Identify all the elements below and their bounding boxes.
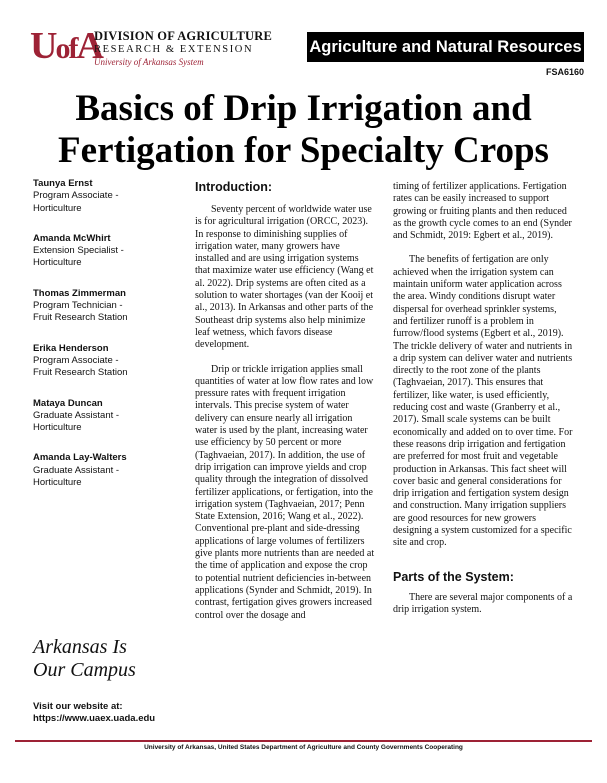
author-role: Program Associate -	[33, 190, 119, 202]
title-line-1: Basics of Drip Irrigation and	[75, 88, 532, 129]
author-role: Graduate Assistant -	[33, 409, 120, 421]
author-role: Program Associate -	[33, 354, 119, 366]
intro-paragraph-1: Seventy percent of worldwide water use is for agricultural irrigation (ORCC, 2023). In response to diminishing supplies of irrigation water, many growers have installed and are using irrigation systems that maximize water use efficiency (Wang et al. 2022). Drip systems are often cited as a solution to water shortages (van der Kooij et al., 2013). In Arkansas and other parts of the Southeast drip systems also help minimize leaf wetness, which favors disease development.	[195, 204, 374, 351]
author-department: Horticulture	[33, 257, 82, 269]
website-notice	[33, 701, 155, 726]
author-department: Horticulture	[33, 422, 82, 434]
author-entry	[33, 398, 183, 435]
author-name: Erika Henderson	[33, 342, 109, 354]
author-entry	[33, 233, 183, 270]
intro-paragraph-2: Drip or trickle irrigation applies small quantities of water at low flow rates and low pressure rates with frequent irrigation intervals. This precise system of water delivery can ensure nearly all irrigation water is used by the plant, increasing water use efficiency by 50 percent or more (Taghvaeian, 2017). In addition, the use of drip irrigation can improve yields and crop quality through the integration of dissolved fertilizer applications, or fertigation, into the irrigation system (Taghvaeian, 2017; Penn State Extension, 2016; Wang et al., 2022). Conventional pre-plant and side-dressing applications of large volumes of fertilizers give plants more nutrients than are needed at the time of application and expose the crop to potential nutrient deficiencies in-between applications (Synder and Schmidt, 2019). In contrast, fertigation gives growers increased control over the dosage and	[195, 363, 375, 621]
author-name: Taunya Ernst	[33, 178, 93, 189]
author-name: Thomas Zimmerman	[33, 287, 126, 299]
parts-heading: Parts of the System:	[393, 569, 514, 584]
logo-research: RESEARCH & EXTENSION	[94, 44, 254, 55]
page-title	[20, 88, 587, 172]
logo-text	[94, 29, 272, 68]
campus-slogan	[33, 636, 136, 682]
parts-paragraph-1: There are several major components of a drip irrigation system.	[393, 591, 573, 615]
author-department: Horticulture	[33, 202, 82, 214]
uada-logo	[30, 26, 280, 70]
website-link[interactable]: https://www.uaex.uada.edu	[33, 713, 156, 725]
author-role: Program Technician -	[33, 300, 123, 312]
logo-mark: UofA	[30, 25, 102, 67]
website-label: Visit our website at:	[33, 701, 123, 712]
intro-paragraph-2-continued: timing of fertilizer applications. Fertigation rates can be easily increased to support growing or fruiting plants and then reduced as the growth cycle comes to an end (Synder and Schmidt, 2019: Egbert et al., 2019).	[393, 181, 572, 242]
footer-divider	[15, 740, 592, 742]
author-list	[33, 178, 183, 507]
campus-line-2: Our Campus	[33, 659, 136, 681]
logo-university: University of Arkansas System	[94, 57, 204, 67]
footer-text: University of Arkansas, United States Department of Agriculture and County Governments Cooperating	[144, 744, 463, 751]
author-role: Graduate Assistant -	[33, 464, 120, 476]
fact-sheet-code: FSA6160	[545, 67, 584, 77]
author-entry	[33, 343, 183, 380]
body-column-2	[393, 181, 573, 628]
title-line-2: Fertigation for Specialty Crops	[58, 130, 549, 171]
logo-division: DIVISION OF AGRICULTURE	[94, 29, 273, 43]
author-entry	[33, 452, 183, 489]
category-banner: Agriculture and Natural Resources	[307, 32, 584, 62]
author-name: Mataya Duncan	[33, 397, 103, 409]
author-department: Fruit Research Station	[33, 367, 128, 379]
author-department: Fruit Research Station	[33, 312, 128, 324]
author-department: Horticulture	[33, 477, 82, 489]
introduction-heading: Introduction:	[195, 180, 273, 194]
author-entry	[33, 178, 183, 215]
author-entry	[33, 288, 183, 325]
author-role: Extension Specialist -	[33, 245, 124, 257]
author-name: Amanda Lay-Walters	[33, 452, 127, 464]
author-name: Amanda McWhirt	[33, 232, 111, 244]
campus-line-1: Arkansas Is	[33, 636, 127, 658]
body-column-1	[195, 180, 375, 634]
intro-paragraph-3: The benefits of fertigation are only achieved when the irrigation system can maintain uniform water application across the area. Windy conditions disrupt water dispersal for overhead sprinkler systems, and fertilizer runoff is a problem in furrow/flood systems (Egbert et al., 2019). The trickle delivery of water and nutrients in a drip system can deliver water and nutrients directly to the root zone of the plants (Taghvaeian, 2017). This ensures that fertilizer, like water, is used efficiently, reducing cost and waste (Granberry et al., 2017). Small scale systems can be built economically and added on to over time. For these reasons drip irrigation and fertigation are preferred for most fruit and vegetable production in Arkansas. This fact sheet will cover basic and general considerations for drip irrigation and fertigation system design and construction. Many irrigation suppliers are good resources for new growers designing a system customized for a specific site and crop.	[393, 254, 573, 549]
